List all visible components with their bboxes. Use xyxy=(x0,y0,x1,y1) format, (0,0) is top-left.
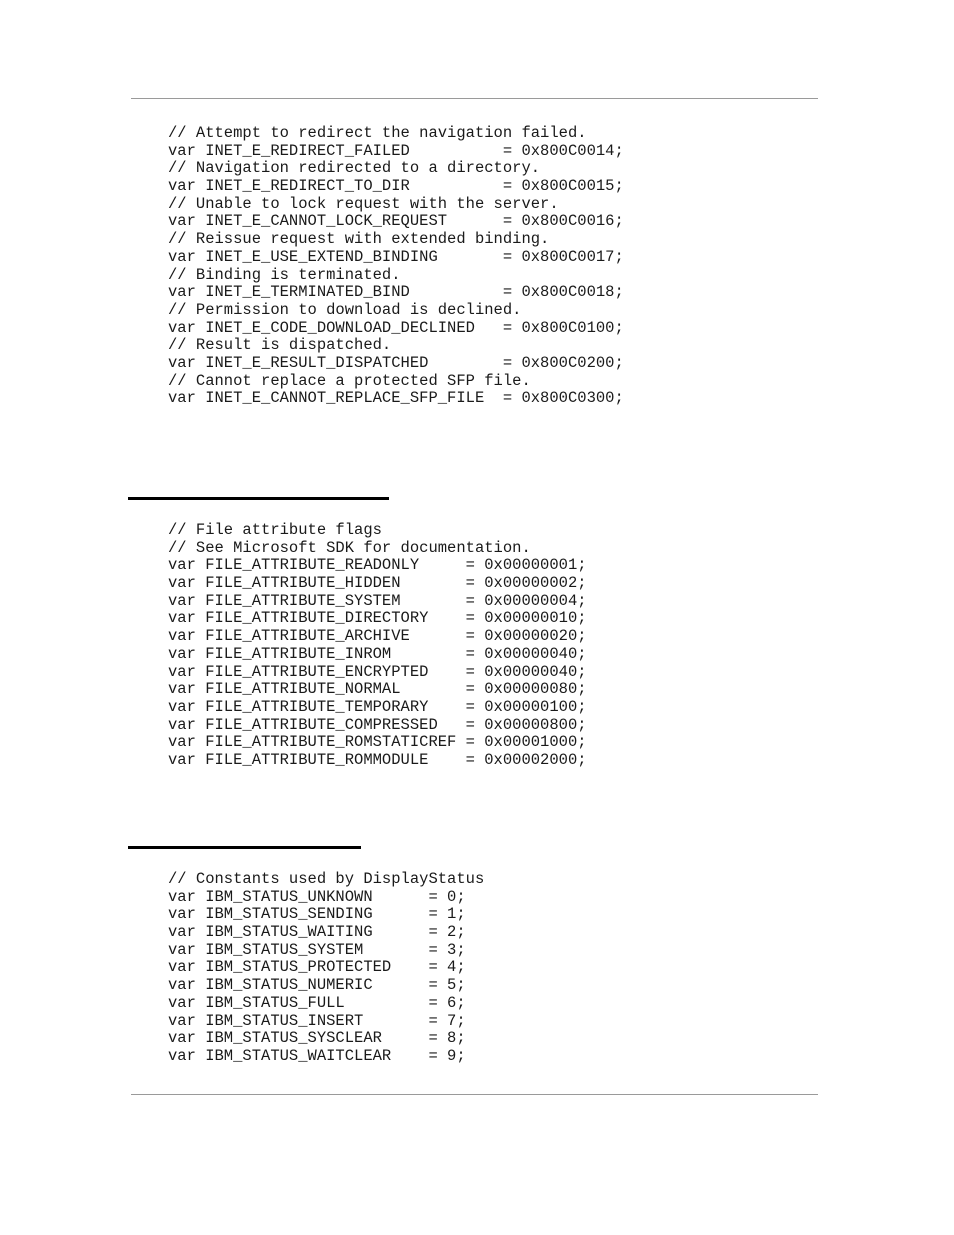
code-statement-line: var INET_E_USE_EXTEND_BINDING = 0x800C0017; xyxy=(168,247,624,266)
page-bottom-rule xyxy=(131,1094,818,1095)
code-statement-line: var INET_E_CANNOT_LOCK_REQUEST = 0x800C0016; xyxy=(168,212,624,231)
code-comment-line: // Binding is terminated. xyxy=(168,265,401,284)
code-statement-line: var IBM_STATUS_FULL = 6; xyxy=(168,993,466,1012)
code-comment-line: // Result is dispatched. xyxy=(168,336,392,355)
code-statement-line: var FILE_ATTRIBUTE_SYSTEM = 0x00000004; xyxy=(168,591,587,610)
page-top-rule xyxy=(131,98,818,99)
code-comment-line: // Constants used by DisplayStatus xyxy=(168,870,485,888)
code-statement-line: var IBM_STATUS_PROTECTED = 4; xyxy=(168,958,466,977)
code-statement-line: var IBM_STATUS_UNKNOWN = 0; xyxy=(168,887,466,906)
code-statement-line: var INET_E_CODE_DOWNLOAD_DECLINED = 0x800C0100; xyxy=(168,318,624,337)
code-statement-line: var FILE_ATTRIBUTE_ENCRYPTED = 0x00000040; xyxy=(168,662,587,681)
code-statement-line: var FILE_ATTRIBUTE_ROMMODULE = 0x00002000; xyxy=(168,750,587,769)
code-statement-line: var FILE_ATTRIBUTE_DIRECTORY = 0x00000010; xyxy=(168,609,587,628)
code-statement-line: var FILE_ATTRIBUTE_COMPRESSED = 0x00000800; xyxy=(168,715,587,734)
code-comment-line: // Cannot replace a protected SFP file. xyxy=(168,371,531,390)
code-statement-line: var INET_E_CANNOT_REPLACE_SFP_FILE = 0x800C0300; xyxy=(168,389,624,408)
code-statement-line: var FILE_ATTRIBUTE_READONLY = 0x00000001; xyxy=(168,556,587,575)
code-comment-line: // Unable to lock request with the server. xyxy=(168,194,559,213)
code-statement-line: var FILE_ATTRIBUTE_INROM = 0x00000040; xyxy=(168,644,587,663)
code-comment-line: // Attempt to redirect the navigation failed. xyxy=(168,124,587,142)
code-statement-line: var FILE_ATTRIBUTE_ARCHIVE = 0x00000020; xyxy=(168,627,587,646)
code-block-inet-errors xyxy=(168,125,624,408)
code-statement-line: var IBM_STATUS_SYSCLEAR = 8; xyxy=(168,1029,466,1048)
code-block-file-attributes xyxy=(168,522,587,770)
section-rule-ibm-status xyxy=(128,846,361,849)
code-block-ibm-status xyxy=(168,871,484,1066)
code-statement-line: var IBM_STATUS_SENDING = 1; xyxy=(168,905,466,924)
code-statement-line: var INET_E_RESULT_DISPATCHED = 0x800C0200; xyxy=(168,353,624,372)
code-statement-line: var IBM_STATUS_WAITING = 2; xyxy=(168,923,466,942)
code-comment-line: // See Microsoft SDK for documentation. xyxy=(168,538,531,557)
section-rule-file-attributes xyxy=(128,497,389,500)
code-statement-line: var IBM_STATUS_WAITCLEAR = 9; xyxy=(168,1046,466,1065)
code-statement-line: var IBM_STATUS_SYSTEM = 3; xyxy=(168,940,466,959)
code-statement-line: var FILE_ATTRIBUTE_TEMPORARY = 0x00000100; xyxy=(168,697,587,716)
code-statement-line: var FILE_ATTRIBUTE_ROMSTATICREF = 0x00001000; xyxy=(168,733,587,752)
code-comment-line: // Navigation redirected to a directory. xyxy=(168,159,541,178)
code-statement-line: var INET_E_REDIRECT_TO_DIR = 0x800C0015; xyxy=(168,177,624,196)
code-comment-line: // File attribute flags xyxy=(168,521,382,539)
code-statement-line: var INET_E_TERMINATED_BIND = 0x800C0018; xyxy=(168,283,624,302)
code-statement-line: var FILE_ATTRIBUTE_HIDDEN = 0x00000002; xyxy=(168,574,587,593)
code-comment-line: // Permission to download is declined. xyxy=(168,300,522,319)
code-statement-line: var IBM_STATUS_INSERT = 7; xyxy=(168,1011,466,1030)
code-statement-line: var INET_E_REDIRECT_FAILED = 0x800C0014; xyxy=(168,141,624,160)
code-comment-line: // Reissue request with extended binding. xyxy=(168,230,550,249)
code-statement-line: var IBM_STATUS_NUMERIC = 5; xyxy=(168,976,466,995)
code-statement-line: var FILE_ATTRIBUTE_NORMAL = 0x00000080; xyxy=(168,680,587,699)
